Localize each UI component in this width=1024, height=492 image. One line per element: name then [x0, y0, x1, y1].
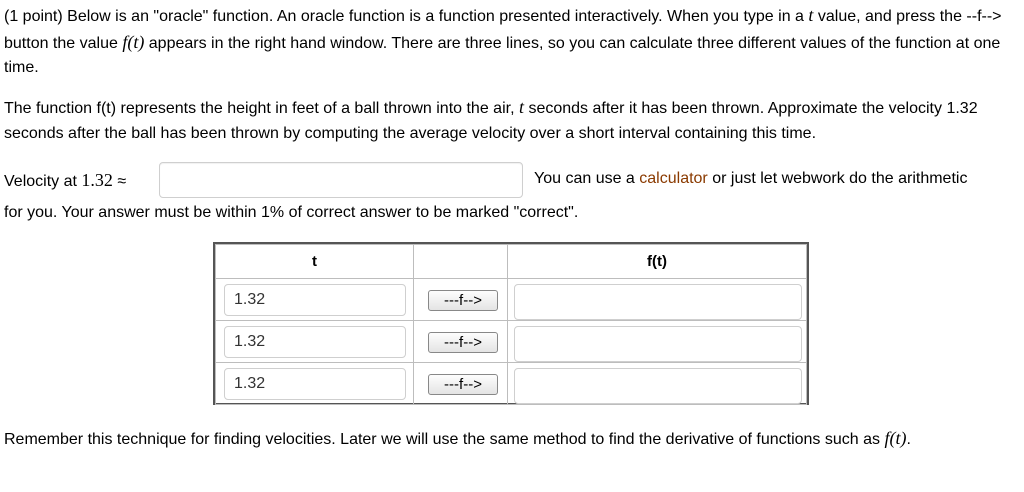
calculator-note-a: You can use a — [534, 170, 635, 187]
header-t: t — [216, 245, 414, 279]
velocity-answer-input[interactable] — [159, 162, 523, 198]
intro-text-c: appears in the right hand window. There are three lines, so you can calculate three different values of the function at one time. — [4, 34, 1001, 76]
problem-text-a: The function f(t) represents the height in feet of a ball thrown into the air, — [4, 100, 515, 117]
intro-paragraph — [4, 3, 1022, 81]
t-input[interactable]: 1.32 — [224, 326, 406, 358]
math-ft: f(t) — [122, 31, 145, 52]
velocity-answer-row — [4, 162, 1024, 200]
problem-text-b: seconds after it has been thrown. Approximate the velocity 1.32 seconds after the ball has been thrown by computing the average velocity over a short interval containing this time. — [4, 100, 978, 142]
intro-text-a: (1 point) Below is an "oracle" function. An oracle function is a function presented interactively. When you type in a — [4, 8, 804, 25]
header-ft: f(t) — [508, 245, 807, 279]
closing-paragraph — [4, 426, 1022, 453]
velocity-time-value: 1.32 — [81, 170, 113, 190]
closing-text: Remember this technique for finding velocities. Later we will use the same method to find the derivative of functions such as — [4, 431, 881, 448]
tolerance-note: for you. Your answer must be within 1% of correct answer to be marked "correct". — [4, 204, 579, 221]
evaluate-f-button[interactable]: ---f--> — [428, 290, 498, 311]
closing-period: . — [906, 431, 911, 448]
ft-output[interactable] — [514, 368, 802, 404]
intro-text-b: value, and press the --f--> button the value — [4, 8, 1002, 52]
calculator-link[interactable]: calculator — [639, 170, 708, 187]
oracle-row — [216, 279, 807, 321]
header-blank — [414, 245, 508, 279]
calculator-note-b: or just let webwork do the arithmetic — [712, 170, 968, 187]
problem-paragraph — [4, 95, 1022, 146]
math-ft: f(t) — [884, 428, 907, 448]
approx-symbol: ≈ — [117, 173, 127, 190]
velocity-label — [4, 170, 126, 191]
t-input[interactable]: 1.32 — [224, 284, 406, 316]
math-t: t — [518, 97, 524, 117]
oracle-table — [213, 242, 809, 405]
oracle-row — [216, 321, 807, 363]
calculator-note — [534, 170, 967, 188]
math-t: t — [808, 5, 814, 25]
velocity-label-text: Velocity at — [4, 173, 77, 190]
t-input[interactable]: 1.32 — [224, 368, 406, 400]
oracle-row — [216, 363, 807, 405]
evaluate-f-button[interactable]: ---f--> — [428, 332, 498, 353]
evaluate-f-button[interactable]: ---f--> — [428, 374, 498, 395]
ft-output[interactable] — [514, 326, 802, 362]
oracle-header-row — [216, 245, 807, 279]
ft-output[interactable] — [514, 284, 802, 320]
